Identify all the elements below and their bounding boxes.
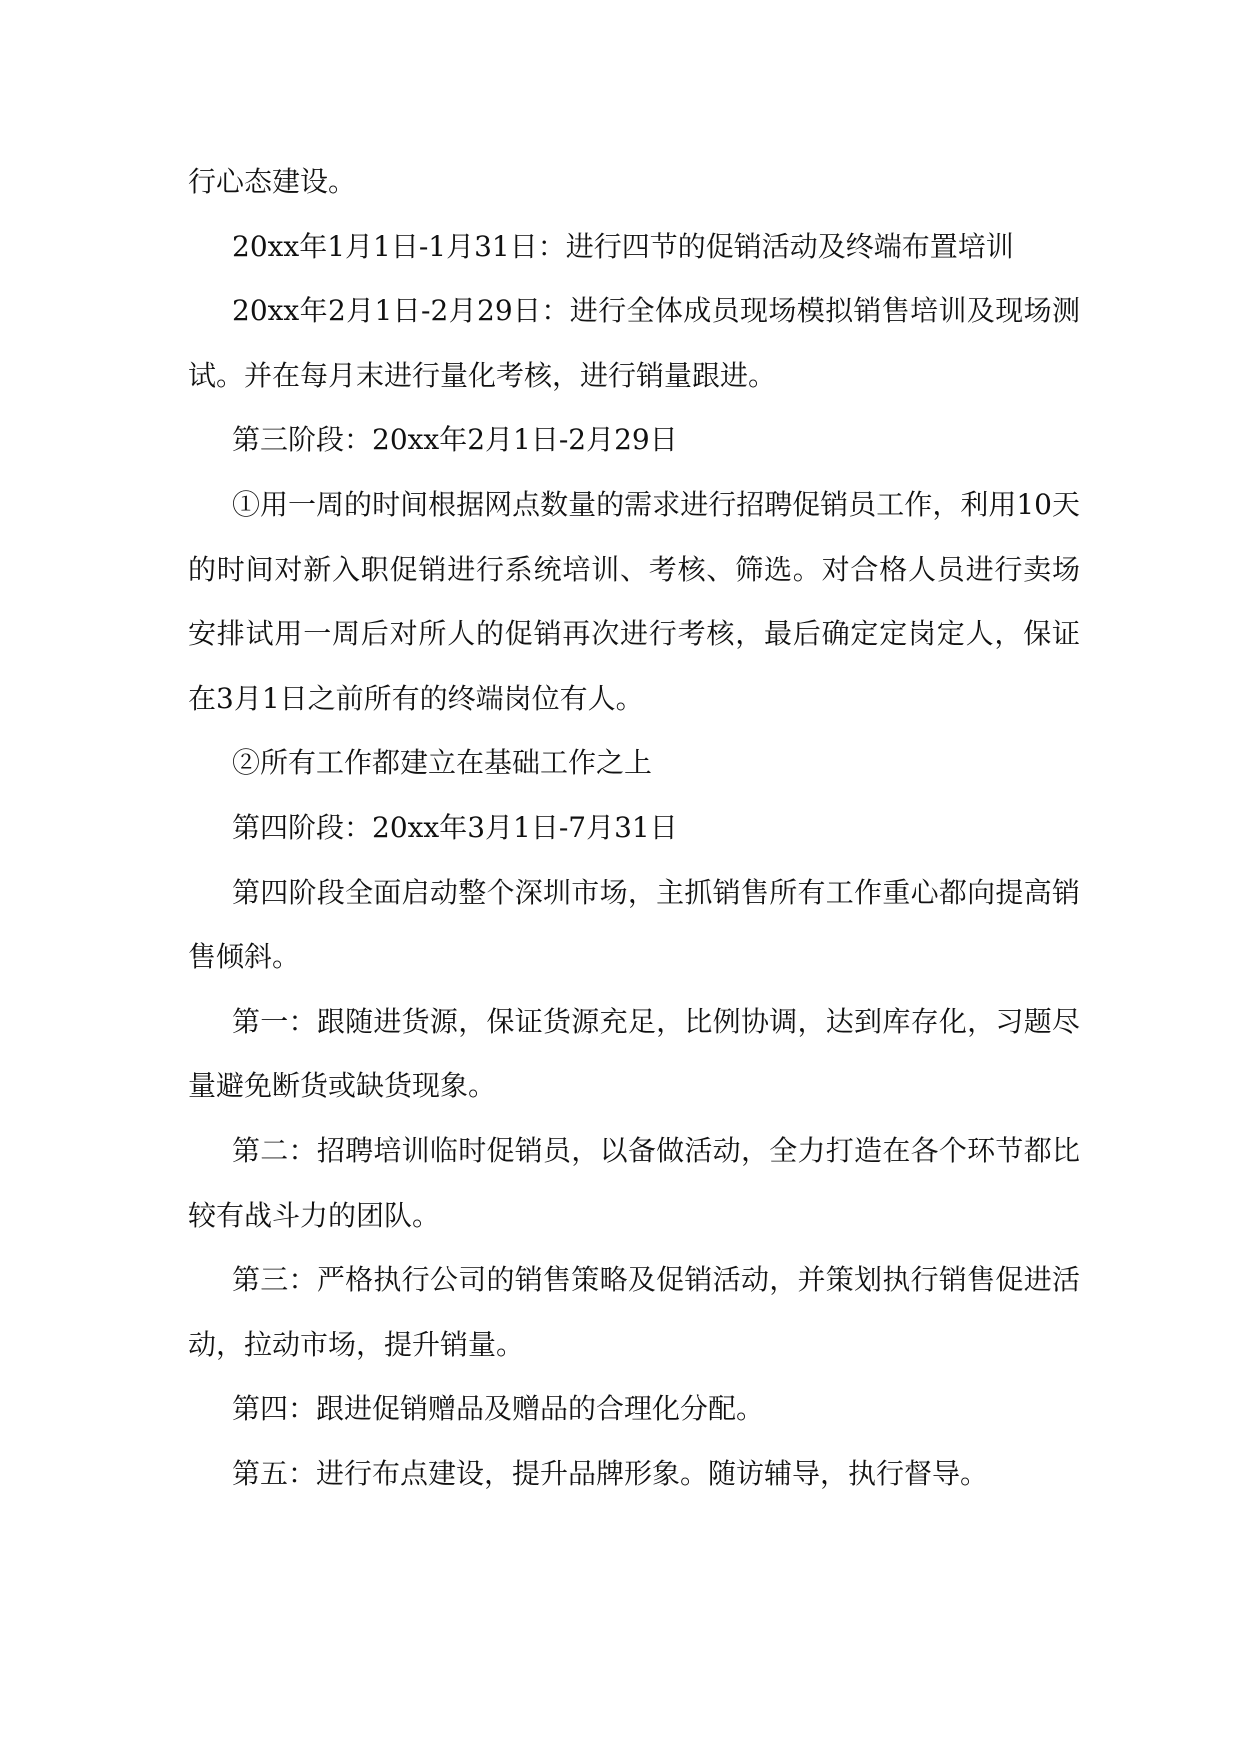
paragraph-5: ①用一周的时间根据网点数量的需求进行招聘促销员工作，利用10天的时间对新入职促销进行系统培训、考核、筛选。对合格人员进行卖场安排试用一周后对所人的促销再次进行考核，最后确定定岗定人，保证在3月1日之前所有的终端岗位有人。 [188,487,1080,715]
paragraph-8: 第四阶段全面启动整个深圳市场，主抓销售所有工作重心都向提高销售倾斜。 [188,875,1080,974]
body-text [188,150,1080,1506]
paragraph-13: 第五：进行布点建设，提升品牌形象。随访辅导，执行督导。 [232,1456,989,1490]
paragraph-7: 第四阶段：20xx年3月1日-7月31日 [232,810,678,844]
paragraph-10: 第二：招聘培训临时促销员，以备做活动，全力打造在各个环节都比较有战斗力的团队。 [188,1133,1080,1232]
paragraph-2: 20xx年1月1日-1月31日：进行四节的促销活动及终端布置培训 [232,229,1014,263]
paragraph-9: 第一：跟随进货源，保证货源充足，比例协调，达到库存化，习题尽量避免断货或缺货现象。 [188,1004,1080,1103]
paragraph-11: 第三：严格执行公司的销售策略及促销活动，并策划执行销售促进活动，拉动市场，提升销量。 [188,1263,1080,1361]
paragraph-12: 第四：跟进促销赠品及赠品的合理化分配。 [232,1392,765,1426]
paragraph-6: ②所有工作都建立在基础工作之上 [232,746,653,780]
paragraph-1: 行心态建设。 [188,165,357,198]
paragraph-4: 第三阶段：20xx年2月1日-2月29日 [232,423,678,457]
paragraph-3: 20xx年2月1日-2月29日：进行全体成员现场模拟销售培训及现场测试。并在每月末进行量化考核，进行销量跟进。 [188,294,1080,392]
